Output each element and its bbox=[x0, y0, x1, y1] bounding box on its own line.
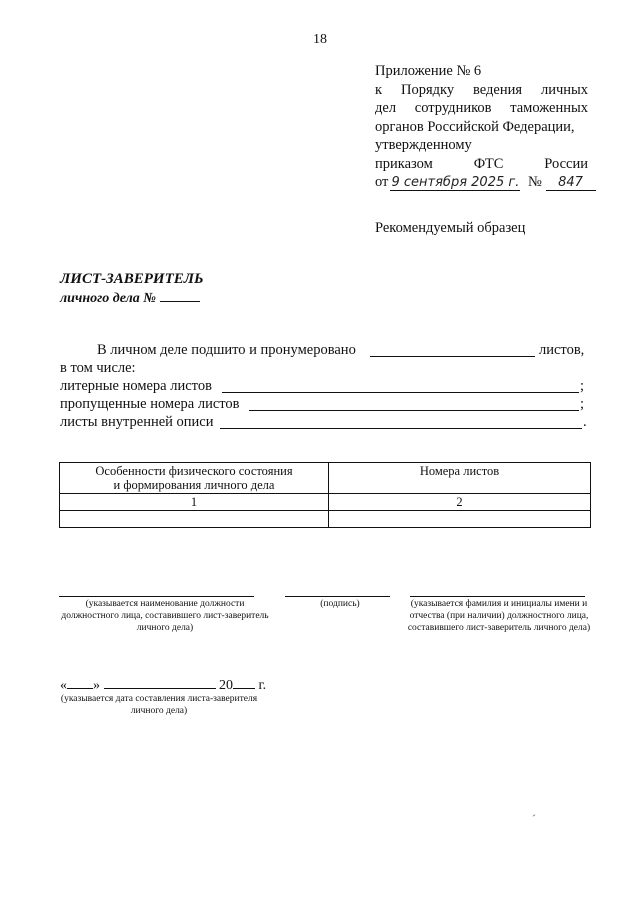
name-signature-line[interactable] bbox=[410, 596, 585, 597]
appendix-word: к bbox=[375, 81, 383, 98]
date-caption: (указывается дата составления листа-заверителя личного дела) bbox=[60, 694, 258, 716]
intro-text: В личном деле подшито и пронумеровано bbox=[97, 342, 356, 358]
order-prefix: от bbox=[375, 174, 389, 190]
appendix-word: личных bbox=[540, 81, 589, 98]
table-number-row bbox=[60, 494, 591, 511]
table-cell-sheet-numbers[interactable] bbox=[329, 511, 591, 528]
document-title: ЛИСТ-ЗАВЕРИТЕЛЬ bbox=[60, 271, 204, 287]
period-mark: . bbox=[583, 414, 587, 430]
appendix-line-4: органов Российской Федерации, bbox=[375, 118, 575, 135]
order-line bbox=[375, 173, 588, 192]
table-col-number-2: 2 bbox=[329, 494, 591, 511]
including-label: в том числе: bbox=[60, 360, 136, 376]
name-caption: (указывается фамилия и инициалы имени и отчества (при наличии) должностного лица, составившего лист-заверитель личного дела) bbox=[407, 599, 591, 633]
table-header-features bbox=[60, 463, 329, 494]
letter-numbers-blank[interactable] bbox=[222, 392, 579, 393]
appendix-block bbox=[375, 62, 588, 192]
appendix-word: ведения bbox=[473, 81, 523, 98]
header-features-line1: Особенности физического состояния bbox=[95, 464, 293, 478]
order-date: 9 сентября 2025 г. bbox=[391, 175, 520, 190]
condition-table bbox=[59, 462, 591, 528]
table-header-row bbox=[60, 463, 591, 494]
case-number-blank[interactable] bbox=[160, 301, 200, 302]
signature-caption: (подпись) bbox=[320, 599, 360, 609]
missing-numbers-label: пропущенные номера листов bbox=[60, 396, 240, 412]
recommended-sample-label: Рекомендуемый образец bbox=[375, 220, 526, 236]
appendix-line-3 bbox=[375, 99, 588, 118]
appendix-word: приказом bbox=[375, 155, 433, 172]
semicolon-2: ; bbox=[580, 396, 585, 412]
table-col-number-1: 1 bbox=[60, 494, 329, 511]
month-blank[interactable] bbox=[104, 688, 216, 689]
header-sheet-numbers-text: Номера листов bbox=[419, 464, 500, 478]
appendix-word: таможенных bbox=[510, 100, 589, 116]
appendix-line-2 bbox=[375, 81, 588, 100]
inventory-sheets-label: листы внутренней описи bbox=[60, 414, 214, 430]
header-features-line2: и формирования личного дела bbox=[113, 478, 275, 492]
appendix-word: сотрудников bbox=[414, 100, 492, 116]
sheets-label: листов, bbox=[539, 342, 585, 358]
subtitle-text: личного дела № bbox=[60, 291, 157, 306]
date-line bbox=[60, 678, 266, 694]
missing-numbers-blank[interactable] bbox=[249, 410, 579, 411]
appendix-line-5: утвержденному bbox=[375, 137, 472, 153]
page-number: 18 bbox=[313, 32, 327, 47]
signature-line[interactable] bbox=[285, 596, 390, 597]
letter-numbers-label: литерные номера листов bbox=[60, 378, 212, 394]
semicolon-1: ; bbox=[580, 378, 585, 394]
appendix-word: ФТС bbox=[473, 155, 504, 172]
table-row bbox=[60, 511, 591, 528]
table-header-sheet-numbers bbox=[329, 463, 591, 494]
year-blank[interactable] bbox=[233, 688, 255, 689]
year-prefix: 20 bbox=[219, 678, 233, 693]
sheets-count-blank[interactable] bbox=[370, 356, 535, 357]
position-caption: (указывается наименование должности должностного лица, составившего лист-заверитель личного дела) bbox=[61, 599, 269, 633]
order-number: 847 bbox=[558, 175, 583, 190]
appendix-title: Приложение № 6 bbox=[375, 63, 482, 79]
date-open-quote: « bbox=[60, 678, 67, 693]
position-signature-line[interactable] bbox=[59, 596, 254, 597]
document-subtitle bbox=[60, 291, 200, 307]
inventory-sheets-blank[interactable] bbox=[220, 428, 582, 429]
year-suffix: г. bbox=[258, 678, 267, 693]
appendix-word: дел bbox=[375, 100, 397, 116]
pen-mark: ˊ bbox=[532, 812, 536, 826]
day-blank[interactable] bbox=[67, 688, 93, 689]
table-cell-features[interactable] bbox=[60, 511, 329, 528]
date-close-quote: » bbox=[93, 678, 100, 693]
appendix-word: Порядку bbox=[400, 81, 455, 98]
appendix-word: России bbox=[544, 155, 589, 172]
order-number-label: № bbox=[528, 174, 542, 190]
appendix-line-6 bbox=[375, 155, 588, 174]
